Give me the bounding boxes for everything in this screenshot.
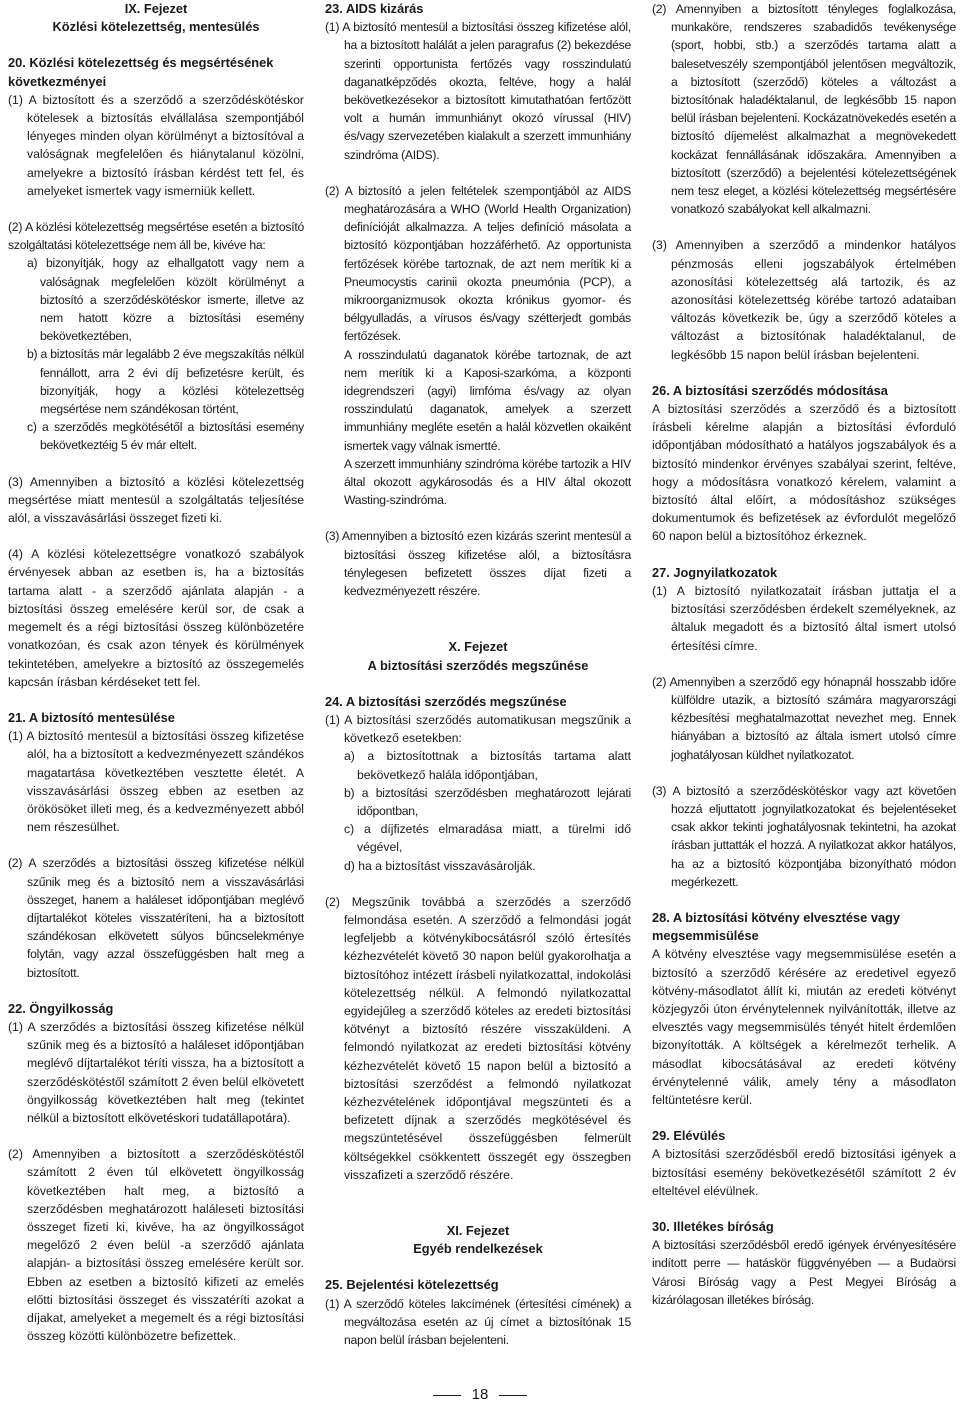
section-heading: 28. A biztosítási kötvény elvesztése vagy megsemmisülése [652,909,900,944]
chapter-title: XI. Fejezet [446,1222,510,1238]
paragraph: (2) Amennyiben a biztosított tényleges foglalkozása, munkaköre, rendszeres szabadidős tevékenysége (sport, hobbi, stb.) a szerződés tartama alatt a balesetveszély szempontjából jelentősen megváltozik, a biztosított (szerződő) köteles a változást a biztosítónak haladéktalanul, de legkésőbb 15 napon belül írásban bejelenteni. Kockázatnövekedés esetén a biztosító díjemelést alkalmazhat a megnövekedett kockázat fennállásának időszakára. Amennyiben a biztosított (szerződő) a bejelentési kötelezettségének nem tesz eleget, a közlési kötelezettség megsértésére vonatkozó szabályokat kell alkalmazni. [652,2,956,217]
paragraph: (1) A biztosító nyilatkozatait írásban juttatja el a biztosítási szerződésben érdekelt személyeknek, az általuk megadott és a biztosító által ismert utolsó értesítési címre. [652,583,956,653]
paragraph: (3) Amennyiben a szerződő a mindenkor hatályos pénzmosás elleni jogszabályok értelmében azonosítási kötelezettség alá tartozik, és az azonosítási kötelezettség körébe tartozó adataiban változás következik be, úgy a szerződő köteles a változást a biztosítónak haladéktalanul, de legkésőbb 15 napon belül írásban bejelenteni. [652,238,956,362]
paragraph: (3) Amennyiben a biztosító a közlési kötelezettség megsértése miatt mentesül a szolgáltatás teljesítése alól, a visszavásárlási összeget fizeti ki. [8,474,304,526]
paragraph: A kötvény elvesztése vagy megsemmisülése esetén a biztosító a szerződő kérésére az eredetivel egyező kötvény-másodlatot állít ki, miután az eredeti kötvényt közjegyzői úton érvénytelennek nyilvánították, illetve az elvesztés vagy megsemmisülés tényét hitelt érdemlően bizonyították. A költségek a kérelmezőt terhelik. A másodlat kibocsátásával az eredeti kötvény érvénytelenné válik, amely tény a másodlaton feltüntetésre kerül. [652,947,956,1107]
section-heading: 27. Jognyilatkozatok [652,564,778,580]
column-middle [325,0,631,1349]
section-heading: 21. A biztosító mentesülése [8,709,175,725]
paragraph: (3) A biztosító a szerződéskötéskor vagy azt követően hozzá eljuttatott jognyilatkozatokat és bejelentéseket csak akkor tekinti joghatályosnak tekintetni, ha azokat írásban juttatták el hozzá. A nyilatkozat akkor hatályos, ha az a biztosító központjába bizonyítható módon megérkezett. [652,783,956,889]
section-heading: 26. A biztosítási szerződés módosítása [652,382,888,398]
paragraph: A biztosítási szerződésből eredő biztosítási igények a biztosítási esemény bekövetkezésétől számított 2 év elteltével elévülnek. [652,1147,956,1198]
paragraph: (2) A szerződés a biztosítási összeg kifizetése nélkül szűnik meg és a biztosító nem a visszavásárlási összeget, hanem a haláleset időpontjában meglévő díjtartalékot köteles visszatéríteni, ha a biztosított szándékosan elkövetett súlyos bűncselekménye folytán, vagy azzal összefüggésben halt meg a biztosított. [8,856,304,980]
list-item: c) a szerződés megkötésétől a biztosítási esemény bekövetkeztéig 5 év már eltelt. [27,420,304,453]
list-item: b) a biztosítás már legalább 2 éve megszakítás nélkül fennállott, arra 2 évi díj befizetésre került, és bizonyítják, hogy a közlési kötelezettség megsértése nem szándékosan történt, [27,347,304,417]
footer-rule-left [433,1395,461,1396]
paragraph: (1) A biztosított és a szerződő a szerződéskötéskor kötelesek a biztosítás elvállalása szempontjából lényeges minden olyan körülményt a biztosítóval a valóságnak megfelelően és hiánytalanul közölni, amelyekre a biztosító írásban kérdést tett fel, és amelyeket ismertek vagy ismerniük kellett. [8,92,304,198]
list-item: b) a biztosítási szerződésben meghatározott lejárati időpontban, [344,785,631,818]
list-item: d) ha a biztosítást visszavásárolják. [344,858,536,873]
paragraph: (1) A szerződő köteles lakcímének (értesítési címének) a megváltozása esetén az új címet a biztosítónak 15 napon belül írásban bejelenteni. [325,1296,631,1347]
paragraph: (2) A biztosító a jelen feltételek szempontjából az AIDS meghatározására a WHO (World Health Organization) definícióját alkalmazza. A teljes definíció másolata a biztosító központjában hozzáférhető. Az opportunista fertőzések körébe tartoznak, de azt nem merítik ki a Pneumocystis carinii okozta pneumónia (PCP), a mikroorganizmusok okozta krónikus gyomor- és bélgyulladás, a vírusos és/vagy szétterjedt gombás fertőzések. [325,183,631,344]
chapter-title: IX. Fejezet [124,1,188,16]
section-heading: 30. Illetékes bíróság [652,1218,774,1234]
section-heading: 22. Öngyilkosság [8,1000,114,1016]
paragraph: (3) Amennyiben a biztosító ezen kizárás szerint mentesül a biztosítási összeg kifizetése alól, a biztosításra ténylegesen befizetett összes díjat fizeti a kedvezményezett részére. [325,529,631,599]
paragraph: (2) Megszűnik továbbá a szerződés a szerződő felmondása esetén. A szerződő a felmondási jogát legfeljebb a kötvénykibocsátásról szóló értesítés kézhezvételét követő 30 napon belül gyakorolhatja a biztosítóhoz intézett írásbeli nyilatkozattal, indokolási kötelezettség nélkül. A felmondó nyilatkozattal egyidejűleg a szerződő köteles az eredeti biztosítási kötvényt a biztosító részére visszaküldeni. A felmondó nyilatkozat az eredeti biztosítási kötvény kézhezvételét követő 15 napon belül a biztosító a biztosítási szerződést a felmondó nyilatkozat kézhezvételének időpontjával megszünteti és a befizetett díjnak a szerződés megkötésével és megszüntetésével összefüggésben felmerült költségekkel csökkentett összegét egy összegben visszafizeti a szerződő részére. [325,894,631,1182]
list-item: c) a díjfizetés elmaradása miatt, a türelmi idő végével, [344,822,631,855]
page-number: 18 [471,1386,489,1403]
section-heading: 20. Közlési kötelezettség és megsértésének következményei [8,55,274,89]
chapter-title: Közlési kötelezettség, mentesülés [52,19,260,35]
paragraph: (1) A biztosító mentesül a biztosítási összeg kifizetése alól, ha a biztosított halálát a jelen paragrafus (2) bekezdése szerinti opportunista fertőzés vagy rosszindulatú daganatképződés okozta, feltéve, hogy a halál bekövetkezésekor a biztosított kimutathatóan fertőzött volt a humán immunhiányt okozó vírussal (HIV) és/vagy szervezetében kialakult a szerzett immunhiány szindróma (AIDS). [325,20,631,162]
chapter-title: X. Fejezet [448,639,508,655]
list-item: a) bizonyítják, hogy az elhallgatott vagy nem a valóságnak megfelelően közölt körülményt a biztosító a szerződéskötéskor ismerte, illetve az nem hatott közre a biztosítási esemény bekövetkeztében, [27,256,304,344]
chapter-title: Egyéb rendelkezések [413,1241,543,1257]
paragraph: A rosszindulatú daganatok körébe tartoznak, de azt nem merítik ki a Kaposi-szarkóma, a központi idegrendszeri (agyi) limfóma és/vagy az olyan rosszindulatú daganatok, amelyek a szerzett immunhiány megléte esetén a halál közvetlen okaiként ismertek vagy válnak ismertté. [344,347,631,453]
paragraph: A biztosítási szerződésből eredő igények érvényesítésére indított perre — hatáskör függvényében — a Budaörsi Városi Bíróság vagy a Pest Megyei Bíróság a kizárólagosan illetékes bíróság. [652,1238,956,1307]
section-heading: 24. A biztosítási szerződés megszűnése [325,693,567,709]
section-heading: 23. AIDS kizárás [325,1,424,16]
paragraph: (4) A közlési kötelezettségre vonatkozó szabályok érvényesek abban az esetben is, ha a biztosítás tartama alatt - a szerződő ajánlata alapján - a biztosítási összeg emelésére kerül sor, de csak a megemelt és a régi biztosítási összeg különbözetére vonatkozóan, és csak azon tények és körülmények tekintetében, amelyekre a biztosító az összegemelés kapcsán írásban kérdéseket tett fel. [8,547,304,689]
paragraph: (2) A közlési kötelezettség megsértése esetén a biztosító szolgáltatási kötelezettsége nem áll be, kivéve ha: [8,220,304,253]
paragraph: A szerzett immunhiány szindróma körébe tartozik a HIV által okozott agykárosodás és a HIV által okozott Wasting-szindróma. [344,456,631,508]
footer-rule-right [499,1395,527,1396]
section-heading: 29. Elévülés [652,1128,726,1144]
paragraph: (2) Amennyiben a biztosított a szerződéskötéstől számított 2 éven túl elkövetett öngyilkosság következtében halt meg, a biztosító a szerződésben meghatározott haláleseti biztosítási összeget fizeti ki, kivéve, ha az öngyilkosságot megelőző 2 éven belül -a szerződő ajánlata alapján- a biztosítási összeg emelésére került sor. Ebben az esetben a biztosító kifizeti az emelés előtti biztosítási összeget és visszatéríti azokat a díjakat, amelyeket a megemelt és a régi biztosítási összeg közötti különbözetre befizettek. [8,1147,304,1344]
paragraph: (1) A biztosítási szerződés automatikusan megszűnik a következő esetekben: [325,712,631,746]
list-item: a) a biztosítottnak a biztosítás tartama alatt bekövetkező halála időpontjában, [344,749,631,782]
column-right [652,0,956,1309]
paragraph: A biztosítási szerződés a szerződő és a biztosított írásbeli kérelme alapján a biztosítási évforduló időpontjában módosítható a hatályos jogszabályok és a biztosító mindenkor érvényes szabályai szerint, feltéve, hogy a módosításra vonatkozó kérelem, valamint a biztosító által előírt, a módosításhoz szükséges dokumentumok és befizetések az évfordulót megelőző 60 napon belül a biztosítóhoz érkeznek. [652,402,956,544]
section-heading: 25. Bejelentési kötelezettség [325,1277,499,1293]
page-footer [0,1386,960,1404]
chapter-title: A biztosítási szerződés megszűnése [367,657,589,673]
paragraph: (2) Amennyiben a szerződő egy hónapnál hosszabb időre külföldre utazik, a biztosító számára magyarországi kézbesítési meghatalmazottat nevezhet meg. Ennek hiányában a biztosító az általa ismert utolsó címre joghatályosan küldhet nyilatkozatot. [652,674,956,762]
paragraph: (1) A biztosító mentesül a biztosítási összeg kifizetése alól, ha a biztosított a kedvezményezett szándékos magatartása következtében vesztette életét. A visszavásárlási összeg ebben az esetben az örökösöket illeti meg, és a kedvezményezett abból nem részesülhet. [8,729,304,835]
paragraph: (1) A szerződés a biztosítási összeg kifizetése nélkül szűnik meg és a biztosító a haláleset időpontjában meglévő díjtartalékot téríti vissza, ha a biztosított a szerződéskötéstől számított 2 éven belül elkövetett öngyilkosság következtében halt meg (tekintet nélkül a biztosított elkövetéskori tudatállapotára). [8,1019,304,1125]
column-left [8,0,304,1345]
